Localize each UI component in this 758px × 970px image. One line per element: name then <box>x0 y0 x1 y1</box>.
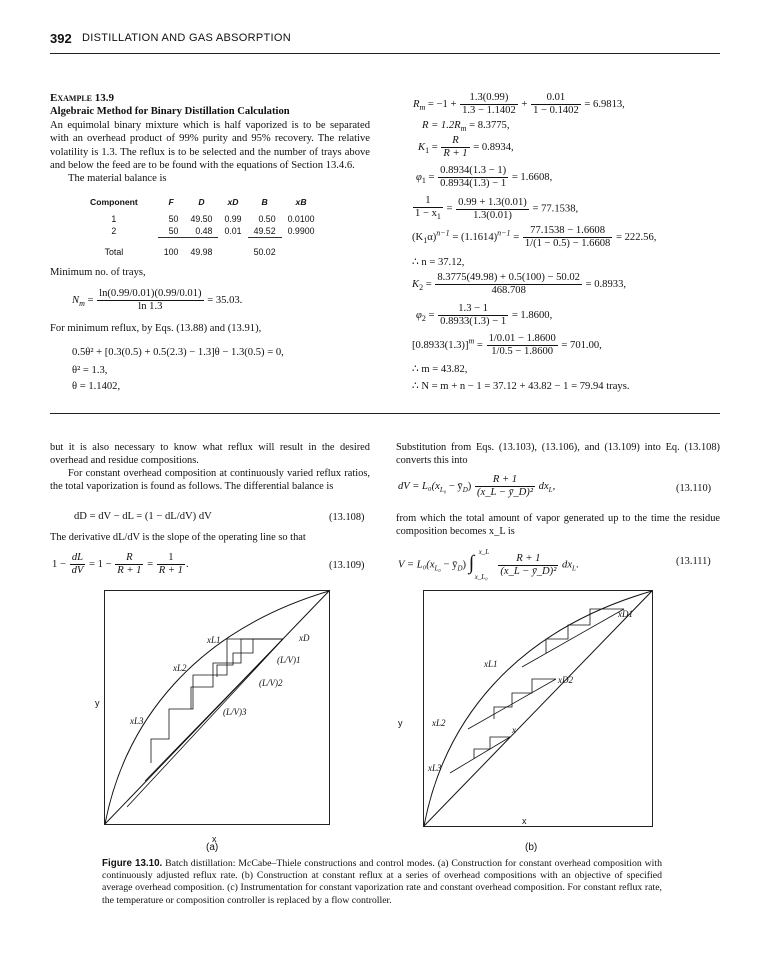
label-xd1: xD1 <box>618 609 633 619</box>
table-cell: 0.99 <box>224 214 242 224</box>
label-xl1: xL1 <box>207 635 221 645</box>
x1-equation: $\frac{1}{1 - x_1}$ = $\frac{0.99 + 1.3(0.01)}{1.3(0.01)}$ = 77.1538, <box>415 195 579 222</box>
diagonal-line <box>424 591 652 826</box>
total-trays-result: ∴ N = m + n − 1 = 37.12 + 43.82 − 1 = 79.94 trays. <box>412 381 630 392</box>
example-block <box>50 92 370 186</box>
operating-line-2 <box>145 639 283 781</box>
rm-equation: $R_m = -1$ + $\frac{1.3(0.99)}{1.3 - 1.1402}$ + $\frac{0.01}{1 - 0.1402}$ = 6.9813, <box>413 92 625 116</box>
col-header: F <box>168 197 174 207</box>
caption-label: Figure 13.10. <box>102 858 163 869</box>
eq-number-13-111: (13.111) <box>676 556 711 567</box>
figure-b-y-label: y <box>398 718 403 728</box>
figure-b-frame <box>423 590 653 827</box>
eq-number-13-110: (13.110) <box>676 483 712 494</box>
min-trays-text: Minimum no. of trays, <box>50 267 146 278</box>
table-cell <box>218 238 247 259</box>
equation-13-108: dD = dV − dL = (1 − dL/dV) dV <box>74 511 212 522</box>
table-cell: 2 <box>111 226 117 237</box>
theta-equation-2: θ² = 1.3, <box>72 365 108 376</box>
material-balance-text: The material balance is <box>68 173 167 185</box>
left-text-p1: but it is also necessary to know what reflux will result in the desired overhead and residue compositions. <box>50 442 370 467</box>
ka-equation: $(K_1\alpha)^{n-1} = (1.1614)^{n-1}$ = $\frac{77.1538 - 1.6608}{1/(1 - 0.5) - 1.6608}$ = 222.56, <box>412 225 657 249</box>
label-xd2: xD2 <box>558 675 573 685</box>
m-equation: $[0.8933(1.3)]^m$ = $\frac{1/0.01 - 1.8600}{1/0.5 - 1.8600}$ = 701.00, <box>412 333 602 357</box>
table-cell: 1 <box>111 214 117 224</box>
table-row <box>84 225 321 238</box>
mccabe-thiele-diagram-a <box>105 591 329 824</box>
mccabe-thiele-diagram-b <box>424 591 652 826</box>
figure-a-x-label: x <box>212 834 217 844</box>
table-row <box>84 213 321 225</box>
equation-13-111: $V = L_0(x_{L_0}$ − $ȳ_D$) ∫ x_L x_L₀ $\frac{R + 1}{\text{(x\_L − ȳ\_D)²}}$ $dx_L$. <box>398 548 579 581</box>
example-body: An equimolal binary mixture which is half vaporized is to be separated with an overhead product of 99% purity and 95% recovery. The relative volatility is 1.3. The reflux is to be selected and the number of trays above and below the feed are to be found with the equations of Section 13.4.6. <box>50 119 370 172</box>
example-end-rule <box>50 413 720 414</box>
table-cell: 0.01 <box>224 226 242 237</box>
equation-13-110: dV = $L_0(x_{L_0}$ − $ȳ_D$) $\frac{R + 1}{\text{(x\_L − ȳ\_D)²}}$ $dx_L$, <box>398 474 556 498</box>
eq-number-13-108: (13.108) <box>329 512 365 523</box>
label-xd: xD <box>299 633 310 643</box>
page-header <box>50 31 720 51</box>
page-number: 392 <box>50 31 72 46</box>
right-text-p2: from which the total amount of vapor generated up to the time the residue composition becomes x_L is <box>396 513 720 538</box>
table-cell: 50.02 <box>253 247 276 257</box>
table-cell: 49.50 <box>190 214 213 224</box>
phi1-equation: $\varphi_1$ = $\frac{0.8934(1.3 - 1)}{0.8934(1.3) - 1}$ = 1.6608, <box>416 165 553 189</box>
figure-a-sub-label: (a) <box>206 842 219 853</box>
table-total-row <box>84 238 321 259</box>
operating-line-3 <box>127 639 283 807</box>
col-header: Component <box>90 197 138 207</box>
table-cell: Total <box>104 246 124 257</box>
caption-text: Batch distillation: McCabe–Thiele constructions and control modes. (a) Construction for constant overhead composition with continuously adjusted reflux rate. (b) Construction at constant reflux at a series of overhead compositions with an objective of specified average overhead composition. (c) Instrumentation for constant vaporization rate and constant overhead composition. For constant reflux rate, the temperature or composition controller is replaced by a flow controller. <box>102 858 662 906</box>
label-x: x <box>512 725 516 735</box>
label-xl3: xL3 <box>428 763 442 773</box>
table-cell: 49.98 <box>190 247 213 257</box>
k2-equation: $K_2$ = $\frac{8.3775(49.98) + 0.5(100) - 50.02}{468.708}$ = 0.8933, <box>412 272 627 296</box>
phi2-equation: $\varphi_2$ = $\frac{1.3 - 1}{0.8933(1.3) - 1}$ = 1.8600, <box>416 303 553 327</box>
k1-equation: $K_1$ = $\frac{R}{R + 1}$ = 0.8934, <box>418 135 514 159</box>
example-title: Algebraic Method for Binary Distillation Calculation <box>50 106 290 118</box>
m-result: ∴ m = 43.82, <box>412 364 468 375</box>
col-header: xD <box>227 197 239 207</box>
label-lv2: (L/V)2 <box>259 678 283 688</box>
min-reflux-text: For minimum reflux, by Eqs. (13.88) and (13.91), <box>50 323 262 334</box>
equation-13-109: 1 − $\frac{dL}{dV}$ = 1 − $\frac{R}{R + 1}$ = $\frac{1}{R + 1}$ . <box>52 552 189 576</box>
col-header: D <box>198 197 205 207</box>
table-header-row <box>84 197 321 213</box>
table-cell: 100 <box>163 247 179 257</box>
table-cell: 0.48 <box>184 225 218 238</box>
example-label: Example 13.9 <box>50 92 115 104</box>
table-cell: 0.50 <box>258 214 276 224</box>
table-cell: 50 <box>158 225 185 238</box>
col-header: xB <box>295 197 307 207</box>
running-title: DISTILLATION AND GAS ABSORPTION <box>82 32 291 44</box>
theta-equation-3: θ = 1.1402, <box>72 381 121 392</box>
label-lv1: (L/V)1 <box>277 655 301 665</box>
right-text-p1: Substitution from Eqs. (13.103), (13.106), and (13.109) into Eq. (13.108) converts this into <box>396 442 720 467</box>
label-xl2: xL2 <box>432 718 446 728</box>
table-cell: 50 <box>168 214 179 224</box>
stages-2 <box>191 639 283 709</box>
table-cell: 0.9900 <box>287 226 315 237</box>
figure-caption <box>102 858 662 907</box>
table-cell <box>282 238 321 259</box>
label-xl3: xL3 <box>130 716 144 726</box>
figure-a-frame <box>104 590 330 825</box>
material-balance-table <box>84 197 321 258</box>
header-rule <box>50 53 720 54</box>
table-cell: 0.0100 <box>287 214 315 224</box>
eq-number-13-109: (13.109) <box>329 560 365 571</box>
r-equation: $R = 1.2R_m = 8.3775$, <box>422 120 510 134</box>
left-text-p2: For constant overhead composition at continuously varied reflux ratios, the total vaporization is found as follows. The differential balance is <box>50 468 370 493</box>
col-header: B <box>261 197 268 207</box>
label-lv3: (L/V)3 <box>223 707 247 717</box>
figure-b-sub-label: (b) <box>525 842 538 853</box>
nm-equation: $N_m$ = $\frac{\ln(0.99/0.01)(0.99/0.01)}{\ln 1.3}$ = 35.03. <box>72 288 243 312</box>
label-xl1: xL1 <box>484 659 498 669</box>
theta-equation-1: 0.5θ² + [0.3(0.5) + 0.5(2.3) − 1.3]θ − 1.3(0.5) = 0, <box>72 347 284 358</box>
figure-b-x-label: x <box>522 816 527 826</box>
n-result: ∴ n = 37.12, <box>412 257 465 268</box>
left-text-p3: The derivative dL/dV is the slope of the operating line so that <box>50 532 306 543</box>
stages-3 <box>151 639 283 763</box>
operating-line-1 <box>522 609 624 667</box>
table-cell: 49.52 <box>248 225 282 238</box>
figure-a-y-label: y <box>95 698 100 708</box>
label-xl2: xL2 <box>173 663 187 673</box>
